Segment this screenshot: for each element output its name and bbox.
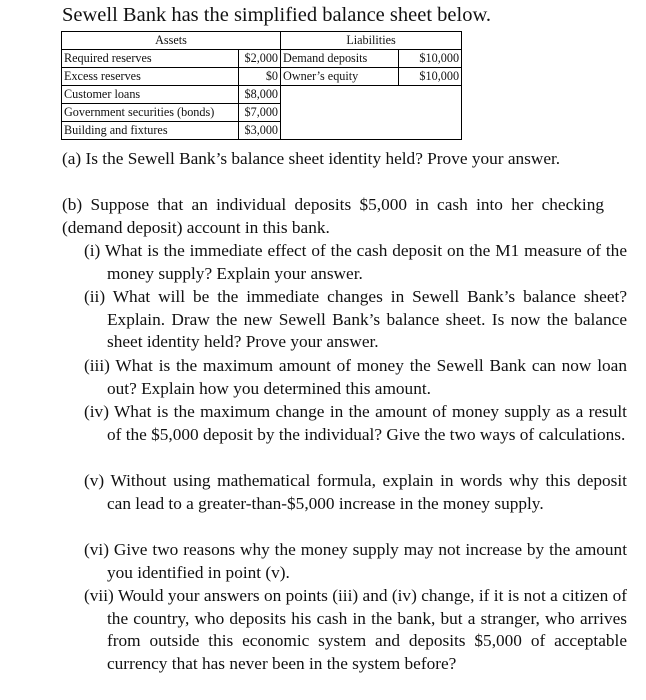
- asset-value: $0: [239, 68, 281, 86]
- asset-label: Building and fixtures: [62, 122, 239, 140]
- liability-label: Owner’s equity: [281, 68, 399, 86]
- empty-cell: [281, 86, 462, 104]
- question-b-iii: (iii) What is the maximum amount of money the Sewell Bank can now loan out? Explain how you determined this amount.: [84, 356, 627, 398]
- question-b-v: (v) Without using mathematical formula, explain in words why this deposit can lead to a greater-than-$5,000 increase in the money supply.: [84, 471, 627, 513]
- table-row: [62, 68, 462, 86]
- question-b-ii: (ii) What will be the immediate changes in Sewell Bank’s balance sheet? Explain. Draw the new Sewell Bank’s balance sheet. Is now the balance sheet identity held? Prove your answer.: [84, 287, 627, 352]
- balance-sheet-table: [61, 31, 462, 140]
- table-row: [62, 104, 462, 122]
- asset-label: Government securities (bonds): [62, 104, 239, 122]
- asset-value: $8,000: [239, 86, 281, 104]
- liabilities-header: Liabilities: [281, 32, 462, 50]
- asset-label: Customer loans: [62, 86, 239, 104]
- table-row: [62, 122, 462, 140]
- liability-value: $10,000: [399, 68, 462, 86]
- asset-label: Excess reserves: [62, 68, 239, 86]
- empty-cell: [281, 122, 462, 140]
- balance-sheet-header-row: [62, 32, 462, 50]
- asset-value: $3,000: [239, 122, 281, 140]
- asset-label: Required reserves: [62, 50, 239, 68]
- asset-value: $2,000: [239, 50, 281, 68]
- question-b-vii: (vii) Would your answers on points (iii) and (iv) change, if it is not a citizen of the country, who deposits his cash in the bank, but a stranger, who arrives from outside this economic system and deposits $5,000 of acceptable currency that has never been in the system before?: [84, 586, 627, 673]
- liability-label: Demand deposits: [281, 50, 399, 68]
- question-a: (a) Is the Sewell Bank’s balance sheet identity held? Prove your answer.: [62, 149, 561, 168]
- table-row: [62, 86, 462, 104]
- question-b-i: (i) What is the immediate effect of the cash deposit on the M1 measure of the money supply? Explain your answer.: [84, 241, 627, 283]
- question-b-iv: (iv) What is the maximum change in the amount of money supply as a result of the $5,000 deposit by the individual? Give the two ways of calculations.: [84, 402, 627, 444]
- page-title: Sewell Bank has the simplified balance sheet below.: [62, 4, 492, 26]
- question-b-vi: (vi) Give two reasons why the money supply may not increase by the amount you identified in point (v).: [84, 540, 627, 582]
- asset-value: $7,000: [239, 104, 281, 122]
- question-b: (b) Suppose that an individual deposits $5,000 in cash into her checking (demand deposit) account in this bank.: [62, 195, 604, 237]
- assets-header: Assets: [62, 32, 281, 50]
- empty-cell: [281, 104, 462, 122]
- table-row: [62, 50, 462, 68]
- liability-value: $10,000: [399, 50, 462, 68]
